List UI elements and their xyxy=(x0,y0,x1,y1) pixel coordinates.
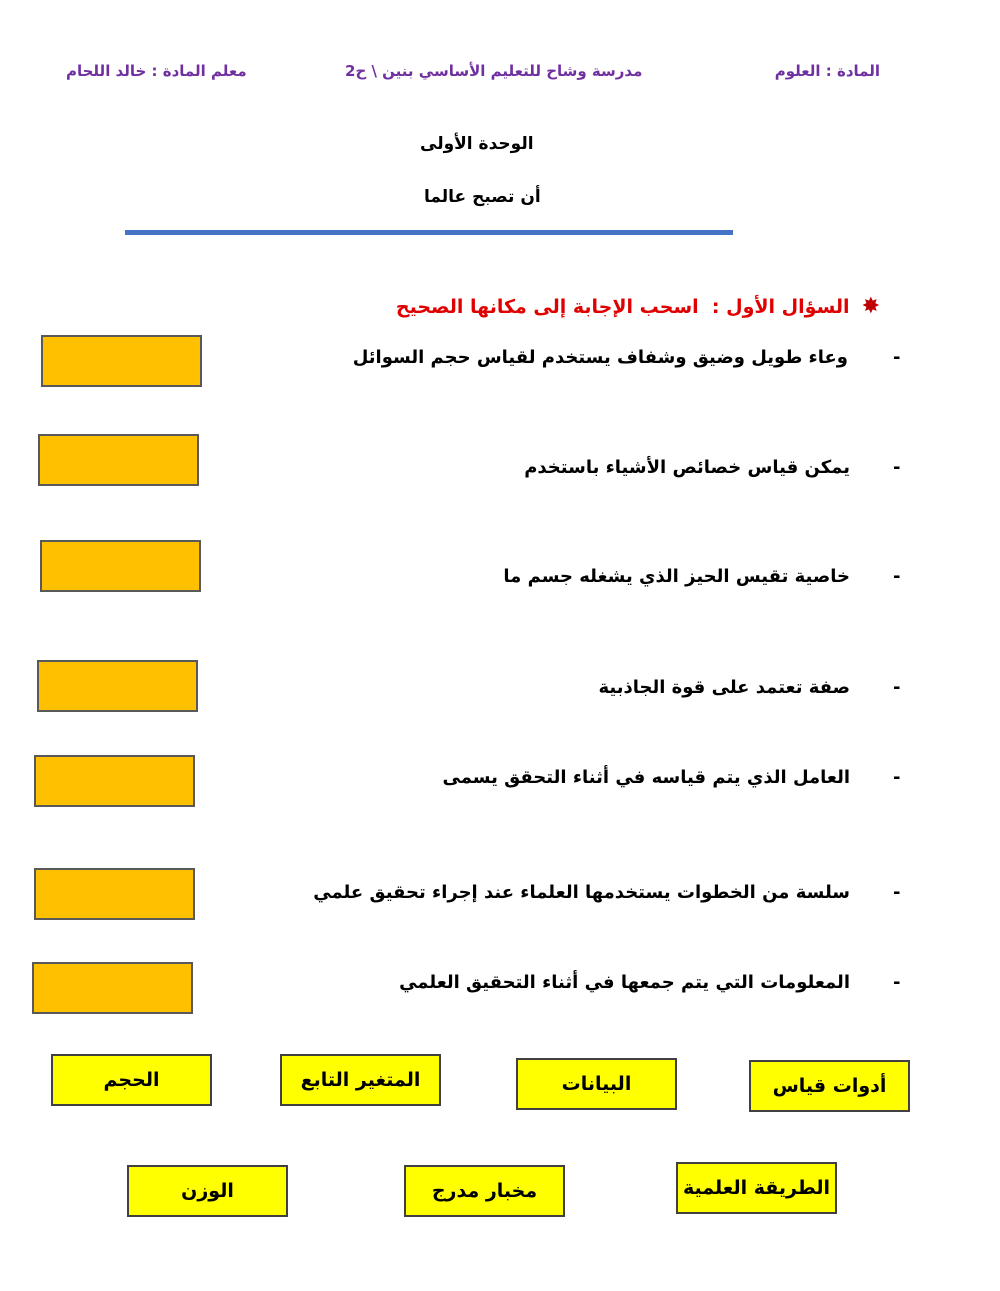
option-graduated-cylinder[interactable]: مخبار مدرج xyxy=(404,1165,565,1217)
unit-subtitle: أن تصبح عالما xyxy=(424,187,541,207)
item-text-6: سلسة من الخطوات يستخدمها العلماء عند إجراء تحقيق علمي xyxy=(313,882,850,903)
drop-zone-1[interactable] xyxy=(41,335,202,387)
item-dash-4: - xyxy=(893,677,901,698)
option-dependent-variable[interactable]: المتغير التابع xyxy=(280,1054,441,1106)
drop-zone-3[interactable] xyxy=(40,540,201,592)
question-heading xyxy=(396,294,880,319)
drop-zone-2[interactable] xyxy=(38,434,199,486)
drop-zone-5[interactable] xyxy=(34,755,195,807)
item-dash-6: - xyxy=(893,882,901,903)
item-dash-5: - xyxy=(893,767,901,788)
unit-title: الوحدة الأولى xyxy=(420,134,534,154)
item-dash-2: - xyxy=(893,457,901,478)
option-scientific-method[interactable]: الطريقة العلمية xyxy=(676,1162,837,1214)
subject-label: المادة : العلوم xyxy=(774,62,880,80)
item-dash-1: - xyxy=(893,347,901,368)
teacher-label: معلم المادة : خالد اللحام xyxy=(66,62,247,80)
divider xyxy=(125,230,733,235)
option-volume[interactable]: الحجم xyxy=(51,1054,212,1106)
school-label: مدرسة وشاح للتعليم الأساسي بنين \ ح2 xyxy=(345,62,643,80)
star-icon: ✸ xyxy=(861,294,880,319)
item-dash-3: - xyxy=(893,566,901,587)
item-dash-7: - xyxy=(893,972,901,993)
item-text-5: العامل الذي يتم قياسه في أثناء التحقق يسمى xyxy=(442,767,850,788)
item-text-3: خاصية تقيس الحيز الذي يشغله جسم ما xyxy=(503,566,850,587)
drop-zone-6[interactable] xyxy=(34,868,195,920)
drop-zone-7[interactable] xyxy=(32,962,193,1014)
item-text-7: المعلومات التي يتم جمعها في أثناء التحقيق العلمي xyxy=(399,972,850,993)
question-text: السؤال الأول : اسحب الإجابة إلى مكانها الصحيح xyxy=(395,295,850,318)
drop-zone-4[interactable] xyxy=(37,660,198,712)
option-weight[interactable]: الوزن xyxy=(127,1165,288,1217)
item-text-4: صفة تعتمد على قوة الجاذبية xyxy=(598,677,850,698)
item-text-1: وعاء طويل وضيق وشفاف يستخدم لقياس حجم السوائل xyxy=(352,347,848,368)
option-data[interactable]: البيانات xyxy=(516,1058,677,1110)
option-measuring-tools[interactable]: أدوات قياس xyxy=(749,1060,910,1112)
item-text-2: يمكن قياس خصائص الأشياء باستخدم xyxy=(524,457,850,478)
